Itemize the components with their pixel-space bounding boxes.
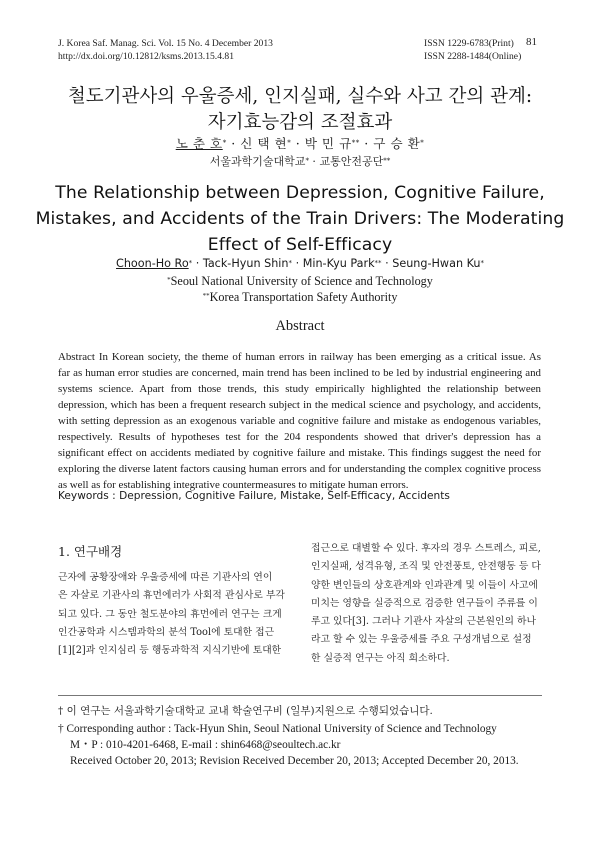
affiliation-ko-2: 교통안전공단: [319, 155, 384, 168]
body-line: [1][2]과 인지심리 등 행동과학적 지식기반에 토대한: [58, 645, 282, 657]
page-number: 81: [526, 36, 537, 48]
footnote-funding: [58, 703, 433, 719]
abstract-line: significant effect on accidents mediated by cognitive failure and mistake. This findings suggest the need for: [58, 447, 541, 459]
body-line: 인지실패, 성격유형, 조직 및 안전풍토, 안전행동 등 다: [311, 561, 541, 573]
abstract-heading: Abstract: [275, 318, 325, 334]
footnote-divider: [58, 695, 542, 696]
section-title: 1. 연구배경: [58, 544, 123, 559]
affiliation-en-2: Korea Transportation Safety Authority: [209, 290, 398, 304]
author-ko-1: 노 춘 호: [175, 136, 223, 151]
author-en-4-mark: *: [480, 259, 484, 267]
author-separator: ·: [192, 257, 203, 270]
korean-title-line-1: 철도기관사의 우울증세, 인지실패, 실수와 사고 간의 관계:: [67, 86, 533, 107]
body-line: 인간공학과 시스템과학의 분석 Tool에 토대한 접근: [58, 626, 275, 638]
body-line: 근자에 공황장애와 우울증세에 따른 기관사의 연이: [58, 572, 273, 583]
running-header-right: [424, 37, 521, 63]
footnote-corresponding: [58, 721, 497, 737]
author-en-1-mark: *: [188, 259, 193, 267]
doi-link[interactable]: http://dx.doi.org/10.12812/ksms.2013.15.4.81: [58, 51, 234, 62]
corresponding-text: Corresponding author : Tack-Hyun Shin, Seoul National University of Science and Technology: [66, 723, 497, 735]
author-en-2-mark: *: [288, 259, 293, 267]
running-header-left: [58, 37, 273, 63]
author-en-4: Seung-Hwan Ku: [392, 257, 481, 270]
author-ko-1-mark: *: [222, 139, 227, 147]
korean-affiliations: [0, 154, 600, 170]
journal-citation: J. Korea Saf. Manag. Sci. Vol. 15 No. 4 December 2013: [58, 38, 273, 49]
author-ko-4-mark: *: [420, 139, 425, 147]
abstract-line: as well as for establishing integrative countermeasures to mitigate human errors.: [58, 479, 409, 491]
body-line: 한 실증적 연구는 아직 희소하다.: [311, 652, 450, 664]
english-affiliation-1: [0, 273, 600, 289]
issn-online: ISSN 2288-1484(Online): [424, 51, 522, 62]
body-line: 양한 변인들의 상호관계와 인과관계 및 이들이 사고에: [311, 579, 538, 591]
author-separator: ·: [226, 136, 241, 151]
affiliation-ko-1: 서울과학기술대학교: [209, 155, 306, 168]
author-en-3: Min-Kyu Park: [302, 257, 375, 270]
english-affiliation-2: [0, 289, 600, 305]
issn-print: ISSN 1229-6783(Print): [424, 38, 514, 49]
korean-authors: [0, 136, 600, 152]
abstract-line: respectively. Results of hypotheses test for the 204 respondents showed that driver's depression has a: [58, 431, 541, 443]
dagger-mark: †: [58, 705, 64, 717]
english-title-line-3: Effect of Self-Efficacy: [207, 235, 393, 255]
body-line: 접근으로 대별할 수 있다. 후자의 경우 스트레스, 피로,: [311, 543, 541, 554]
affiliation-ko-1-mark: *: [305, 157, 309, 165]
author-ko-3-mark: **: [351, 139, 360, 147]
abstract-line: exploring the diverse latent factors causing human errors and for understanding the complex cognitive process: [58, 463, 541, 475]
abstract-line: systems science. Apart from those trends, this study empirically highlighted the relationship between: [58, 383, 541, 395]
author-ko-3: 박 민 규: [304, 136, 352, 151]
author-en-2: Tack-Hyun Shin: [202, 257, 289, 270]
author-separator: ·: [359, 136, 374, 151]
abstract-line: Abstract In Korean society, the theme of human errors in railway has been emerging as a critical issue. As: [58, 351, 541, 363]
author-separator: ·: [291, 136, 305, 151]
author-ko-2-mark: *: [287, 139, 292, 147]
keywords: Keywords : Depression, Cognitive Failure, Mistake, Self-Efficacy, Accidents: [58, 490, 450, 502]
author-en-3-mark: **: [374, 259, 382, 267]
abstract-line: depression, which has been a frequent research subject in the medical science and psychology, and accidents,: [58, 399, 541, 411]
author-separator: ·: [292, 257, 303, 270]
author-ko-4: 구 승 환: [373, 136, 421, 151]
affiliation-en-2-mark: **: [202, 292, 210, 300]
abstract-line: far as human error studies are concerned, main trend has been inclined to be led by industrial engineering and: [58, 367, 541, 379]
english-title-line-1: The Relationship between Depression, Cognitive Failure,: [55, 183, 545, 203]
affiliation-en-1: Seoul National University of Science and Technology: [170, 274, 433, 288]
footnote-dates: Received October 20, 2013; Revision Received December 20, 2013; Accepted December 20, 2013.: [70, 755, 519, 767]
english-authors: [0, 256, 600, 272]
korean-title-line-2: 자기효능감의 조절효과: [207, 112, 393, 133]
author-separator: ·: [381, 257, 393, 270]
body-column-right: [311, 540, 543, 668]
abstract-line: with setting depression as an exogenous variable and cognitive failure and mistake as endogenous variables,: [58, 415, 541, 427]
funding-text: 이 연구는 서울과학기술대학교 교내 학술연구비 (일부)지원으로 수행되었습니다.: [66, 705, 433, 717]
english-title-line-2: Mistakes, and Accidents of the Train Drivers: The Moderating: [35, 209, 565, 229]
dagger-mark: †: [58, 723, 64, 735]
body-line: 루고 있다[3]. 그러나 기관사 자살의 근본원인의 하나: [311, 616, 536, 628]
body-column-left: [58, 569, 290, 660]
author-en-1: Choon-Ho Ro: [116, 257, 189, 270]
author-ko-2: 신 택 현: [240, 136, 288, 151]
affiliation-ko-2-mark: **: [383, 157, 391, 165]
body-line: 미치는 영향을 실증적으로 검증한 연구들이 주류를 이: [311, 597, 538, 609]
affiliation-separator: ·: [308, 155, 320, 168]
body-line: 은 자살로 기관사의 휴먼에러가 사회적 관심사로 부각: [58, 590, 285, 602]
footnote-contact: M・P : 010-4201-6468, E-mail : shin6468@seoultech.ac.kr: [70, 739, 341, 751]
affiliation-en-1-mark: *: [167, 276, 171, 284]
body-line: 되고 있다. 그 동안 철도분야의 휴먼에러 연구는 크게: [58, 608, 282, 620]
body-line: 라고 할 수 있는 우울증세를 주요 구성개념으로 설정: [311, 634, 532, 646]
